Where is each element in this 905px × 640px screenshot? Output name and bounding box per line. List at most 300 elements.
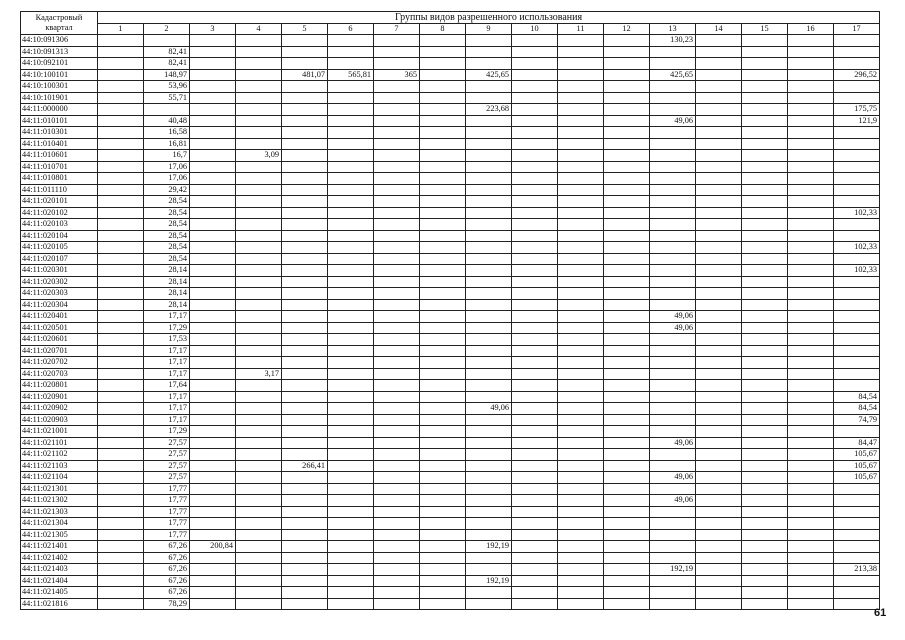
group-12-cell bbox=[604, 541, 650, 553]
group-5-cell bbox=[282, 127, 328, 139]
group-9-cell bbox=[466, 426, 512, 438]
group-14-cell bbox=[696, 196, 742, 208]
table-row bbox=[21, 173, 880, 185]
group-3-cell bbox=[190, 81, 236, 93]
group-2-cell: 17,17 bbox=[144, 414, 190, 426]
column-header-7: 7 bbox=[374, 24, 420, 35]
group-3-cell bbox=[190, 552, 236, 564]
group-5-cell: 266,41 bbox=[282, 460, 328, 472]
group-3-cell bbox=[190, 334, 236, 346]
group-16-cell bbox=[788, 334, 834, 346]
group-11-cell bbox=[558, 322, 604, 334]
table-row bbox=[21, 403, 880, 415]
group-11-cell bbox=[558, 184, 604, 196]
group-4-cell bbox=[236, 219, 282, 231]
group-8-cell bbox=[420, 334, 466, 346]
group-12-cell bbox=[604, 472, 650, 484]
table-row bbox=[21, 276, 880, 288]
group-14-cell bbox=[696, 575, 742, 587]
group-5-cell bbox=[282, 104, 328, 116]
table-row bbox=[21, 92, 880, 104]
group-6-cell bbox=[328, 276, 374, 288]
cadastral-quarter-cell: 44:11:020107 bbox=[21, 253, 98, 265]
column-header-11: 11 bbox=[558, 24, 604, 35]
group-12-cell bbox=[604, 403, 650, 415]
group-4-cell bbox=[236, 506, 282, 518]
group-14-cell bbox=[696, 437, 742, 449]
group-16-cell bbox=[788, 575, 834, 587]
group-16-cell bbox=[788, 58, 834, 70]
cadastral-quarter-cell: 44:11:010601 bbox=[21, 150, 98, 162]
group-10-cell bbox=[512, 92, 558, 104]
group-11-cell bbox=[558, 46, 604, 58]
group-15-cell bbox=[742, 483, 788, 495]
group-14-cell bbox=[696, 58, 742, 70]
group-17-cell: 74,79 bbox=[834, 414, 880, 426]
group-13-cell bbox=[650, 460, 696, 472]
group-5-cell bbox=[282, 598, 328, 610]
group-1-cell bbox=[98, 518, 144, 530]
table-row bbox=[21, 104, 880, 116]
cadastral-quarter-cell: 44:11:020104 bbox=[21, 230, 98, 242]
table-header bbox=[21, 12, 880, 35]
group-11-cell bbox=[558, 414, 604, 426]
group-16-cell bbox=[788, 380, 834, 392]
group-1-cell bbox=[98, 322, 144, 334]
group-5-cell bbox=[282, 150, 328, 162]
group-11-cell bbox=[558, 575, 604, 587]
group-4-cell bbox=[236, 518, 282, 530]
group-10-cell bbox=[512, 127, 558, 139]
group-9-cell bbox=[466, 184, 512, 196]
group-6-cell bbox=[328, 288, 374, 300]
group-17-cell: 105,67 bbox=[834, 449, 880, 461]
table-row bbox=[21, 564, 880, 576]
group-8-cell bbox=[420, 58, 466, 70]
group-10-cell bbox=[512, 552, 558, 564]
group-15-cell bbox=[742, 265, 788, 277]
group-7-cell bbox=[374, 345, 420, 357]
group-14-cell bbox=[696, 69, 742, 81]
group-12-cell bbox=[604, 322, 650, 334]
group-10-cell bbox=[512, 184, 558, 196]
group-17-cell bbox=[834, 127, 880, 139]
group-11-cell bbox=[558, 506, 604, 518]
group-2-cell bbox=[144, 104, 190, 116]
group-3-cell bbox=[190, 127, 236, 139]
group-4-cell bbox=[236, 414, 282, 426]
group-12-cell bbox=[604, 437, 650, 449]
group-16-cell bbox=[788, 184, 834, 196]
group-5-cell bbox=[282, 311, 328, 323]
table-row bbox=[21, 219, 880, 231]
group-14-cell bbox=[696, 242, 742, 254]
group-12-cell bbox=[604, 253, 650, 265]
group-11-cell bbox=[558, 495, 604, 507]
group-8-cell bbox=[420, 472, 466, 484]
group-8-cell bbox=[420, 104, 466, 116]
cadastral-quarter-cell: 44:11:020903 bbox=[21, 414, 98, 426]
column-header-4: 4 bbox=[236, 24, 282, 35]
group-16-cell bbox=[788, 529, 834, 541]
group-7-cell bbox=[374, 46, 420, 58]
group-1-cell bbox=[98, 46, 144, 58]
group-9-cell bbox=[466, 495, 512, 507]
cadastral-quarter-cell: 44:10:091306 bbox=[21, 35, 98, 47]
group-7-cell bbox=[374, 288, 420, 300]
group-4-cell bbox=[236, 184, 282, 196]
cadastral-quarter-cell: 44:11:021304 bbox=[21, 518, 98, 530]
table-row bbox=[21, 357, 880, 369]
table-row bbox=[21, 230, 880, 242]
group-9-cell bbox=[466, 587, 512, 599]
column-header-17: 17 bbox=[834, 24, 880, 35]
group-3-cell bbox=[190, 311, 236, 323]
group-12-cell bbox=[604, 184, 650, 196]
group-4-cell bbox=[236, 598, 282, 610]
group-7-cell bbox=[374, 426, 420, 438]
group-4-cell bbox=[236, 207, 282, 219]
group-13-cell: 49,06 bbox=[650, 322, 696, 334]
group-2-cell: 28,54 bbox=[144, 242, 190, 254]
group-7-cell bbox=[374, 265, 420, 277]
cadastral-quarter-cell: 44:11:020702 bbox=[21, 357, 98, 369]
header-corner-line1: Кадастровый bbox=[35, 13, 83, 22]
group-15-cell bbox=[742, 403, 788, 415]
group-14-cell bbox=[696, 564, 742, 576]
cadastral-quarter-cell: 44:10:100301 bbox=[21, 81, 98, 93]
land-use-table-sheet bbox=[20, 11, 880, 610]
group-11-cell bbox=[558, 196, 604, 208]
group-3-cell bbox=[190, 564, 236, 576]
group-17-cell bbox=[834, 276, 880, 288]
group-3-cell bbox=[190, 115, 236, 127]
group-6-cell bbox=[328, 345, 374, 357]
group-7-cell bbox=[374, 253, 420, 265]
group-17-cell bbox=[834, 150, 880, 162]
group-4-cell bbox=[236, 426, 282, 438]
group-8-cell bbox=[420, 426, 466, 438]
cadastral-quarter-cell: 44:11:021102 bbox=[21, 449, 98, 461]
group-6-cell bbox=[328, 311, 374, 323]
group-16-cell bbox=[788, 115, 834, 127]
group-17-cell: 84,54 bbox=[834, 391, 880, 403]
group-8-cell bbox=[420, 587, 466, 599]
group-14-cell bbox=[696, 138, 742, 150]
cadastral-quarter-cell: 44:11:020801 bbox=[21, 380, 98, 392]
group-2-cell: 67,26 bbox=[144, 541, 190, 553]
table-row bbox=[21, 81, 880, 93]
group-15-cell bbox=[742, 35, 788, 47]
group-7-cell bbox=[374, 219, 420, 231]
group-11-cell bbox=[558, 541, 604, 553]
group-16-cell bbox=[788, 81, 834, 93]
group-1-cell bbox=[98, 104, 144, 116]
group-16-cell bbox=[788, 472, 834, 484]
group-2-cell: 28,54 bbox=[144, 253, 190, 265]
group-10-cell bbox=[512, 575, 558, 587]
column-header-3: 3 bbox=[190, 24, 236, 35]
group-8-cell bbox=[420, 437, 466, 449]
group-10-cell bbox=[512, 598, 558, 610]
group-15-cell bbox=[742, 322, 788, 334]
group-3-cell bbox=[190, 345, 236, 357]
group-7-cell bbox=[374, 506, 420, 518]
group-11-cell bbox=[558, 276, 604, 288]
table-row bbox=[21, 391, 880, 403]
group-5-cell bbox=[282, 426, 328, 438]
group-11-cell bbox=[558, 219, 604, 231]
group-1-cell bbox=[98, 483, 144, 495]
group-15-cell bbox=[742, 115, 788, 127]
group-17-cell bbox=[834, 196, 880, 208]
group-8-cell bbox=[420, 219, 466, 231]
group-5-cell bbox=[282, 81, 328, 93]
group-12-cell bbox=[604, 161, 650, 173]
group-17-cell bbox=[834, 380, 880, 392]
group-5-cell bbox=[282, 173, 328, 185]
group-9-cell bbox=[466, 161, 512, 173]
table-row bbox=[21, 414, 880, 426]
group-1-cell bbox=[98, 529, 144, 541]
group-14-cell bbox=[696, 368, 742, 380]
group-15-cell bbox=[742, 334, 788, 346]
group-4-cell bbox=[236, 173, 282, 185]
group-2-cell: 28,54 bbox=[144, 230, 190, 242]
group-15-cell bbox=[742, 460, 788, 472]
group-9-cell: 192,19 bbox=[466, 541, 512, 553]
group-7-cell bbox=[374, 104, 420, 116]
group-3-cell bbox=[190, 575, 236, 587]
group-6-cell bbox=[328, 242, 374, 254]
group-17-cell bbox=[834, 138, 880, 150]
group-17-cell: 102,33 bbox=[834, 242, 880, 254]
group-13-cell bbox=[650, 276, 696, 288]
group-8-cell bbox=[420, 322, 466, 334]
group-15-cell bbox=[742, 253, 788, 265]
group-1-cell bbox=[98, 207, 144, 219]
group-6-cell bbox=[328, 334, 374, 346]
group-2-cell: 29,42 bbox=[144, 184, 190, 196]
group-8-cell bbox=[420, 598, 466, 610]
column-header-1: 1 bbox=[98, 24, 144, 35]
group-9-cell bbox=[466, 46, 512, 58]
group-11-cell bbox=[558, 253, 604, 265]
group-13-cell bbox=[650, 242, 696, 254]
group-12-cell bbox=[604, 334, 650, 346]
group-14-cell bbox=[696, 92, 742, 104]
cadastral-quarter-cell: 44:11:020102 bbox=[21, 207, 98, 219]
group-13-cell bbox=[650, 334, 696, 346]
group-13-cell: 49,06 bbox=[650, 115, 696, 127]
group-7-cell bbox=[374, 196, 420, 208]
group-5-cell bbox=[282, 184, 328, 196]
group-6-cell bbox=[328, 403, 374, 415]
group-4-cell bbox=[236, 81, 282, 93]
group-3-cell bbox=[190, 426, 236, 438]
group-14-cell bbox=[696, 483, 742, 495]
group-7-cell bbox=[374, 575, 420, 587]
cadastral-quarter-cell: 44:11:020601 bbox=[21, 334, 98, 346]
group-16-cell bbox=[788, 161, 834, 173]
group-17-cell: 102,33 bbox=[834, 207, 880, 219]
group-7-cell bbox=[374, 460, 420, 472]
group-8-cell bbox=[420, 150, 466, 162]
group-4-cell bbox=[236, 322, 282, 334]
cadastral-quarter-cell: 44:11:021305 bbox=[21, 529, 98, 541]
group-12-cell bbox=[604, 150, 650, 162]
group-10-cell bbox=[512, 69, 558, 81]
group-16-cell bbox=[788, 311, 834, 323]
group-11-cell bbox=[558, 449, 604, 461]
group-17-cell bbox=[834, 81, 880, 93]
group-15-cell bbox=[742, 587, 788, 599]
group-8-cell bbox=[420, 391, 466, 403]
group-3-cell bbox=[190, 150, 236, 162]
group-16-cell bbox=[788, 138, 834, 150]
group-5-cell bbox=[282, 506, 328, 518]
group-3-cell bbox=[190, 288, 236, 300]
group-3-cell bbox=[190, 58, 236, 70]
group-5-cell bbox=[282, 288, 328, 300]
group-7-cell bbox=[374, 92, 420, 104]
group-13-cell bbox=[650, 288, 696, 300]
group-1-cell bbox=[98, 564, 144, 576]
group-2-cell: 28,14 bbox=[144, 288, 190, 300]
group-15-cell bbox=[742, 311, 788, 323]
group-11-cell bbox=[558, 357, 604, 369]
group-5-cell bbox=[282, 46, 328, 58]
group-7-cell bbox=[374, 449, 420, 461]
group-5-cell bbox=[282, 529, 328, 541]
table-row bbox=[21, 345, 880, 357]
group-2-cell: 17,17 bbox=[144, 403, 190, 415]
group-2-cell: 67,26 bbox=[144, 587, 190, 599]
group-9-cell bbox=[466, 230, 512, 242]
group-16-cell bbox=[788, 495, 834, 507]
group-15-cell bbox=[742, 598, 788, 610]
group-14-cell bbox=[696, 529, 742, 541]
cadastral-quarter-cell: 44:10:100101 bbox=[21, 69, 98, 81]
group-10-cell bbox=[512, 449, 558, 461]
group-12-cell bbox=[604, 127, 650, 139]
group-17-cell bbox=[834, 161, 880, 173]
group-6-cell bbox=[328, 299, 374, 311]
group-8-cell bbox=[420, 196, 466, 208]
group-13-cell bbox=[650, 104, 696, 116]
group-2-cell: 28,54 bbox=[144, 219, 190, 231]
group-10-cell bbox=[512, 587, 558, 599]
group-17-cell: 84,47 bbox=[834, 437, 880, 449]
group-17-cell bbox=[834, 541, 880, 553]
table-row bbox=[21, 334, 880, 346]
group-11-cell bbox=[558, 207, 604, 219]
cadastral-quarter-cell: 44:11:021101 bbox=[21, 437, 98, 449]
group-6-cell bbox=[328, 161, 374, 173]
group-17-cell bbox=[834, 426, 880, 438]
group-14-cell bbox=[696, 357, 742, 369]
group-4-cell bbox=[236, 138, 282, 150]
group-15-cell bbox=[742, 207, 788, 219]
cadastral-quarter-cell: 44:11:021001 bbox=[21, 426, 98, 438]
group-7-cell bbox=[374, 368, 420, 380]
group-5-cell bbox=[282, 219, 328, 231]
column-header-9: 9 bbox=[466, 24, 512, 35]
group-12-cell bbox=[604, 426, 650, 438]
group-1-cell bbox=[98, 449, 144, 461]
group-4-cell bbox=[236, 242, 282, 254]
group-12-cell bbox=[604, 552, 650, 564]
group-2-cell: 17,17 bbox=[144, 311, 190, 323]
group-11-cell bbox=[558, 242, 604, 254]
group-16-cell bbox=[788, 357, 834, 369]
group-2-cell: 17,29 bbox=[144, 322, 190, 334]
group-16-cell bbox=[788, 345, 834, 357]
group-7-cell bbox=[374, 230, 420, 242]
group-17-cell bbox=[834, 230, 880, 242]
group-10-cell bbox=[512, 230, 558, 242]
group-2-cell: 67,26 bbox=[144, 575, 190, 587]
group-6-cell bbox=[328, 196, 374, 208]
group-5-cell bbox=[282, 437, 328, 449]
group-2-cell: 17,17 bbox=[144, 368, 190, 380]
table-row bbox=[21, 518, 880, 530]
cadastral-quarter-cell: 44:11:021301 bbox=[21, 483, 98, 495]
group-9-cell bbox=[466, 242, 512, 254]
group-3-cell bbox=[190, 357, 236, 369]
group-2-cell: 28,14 bbox=[144, 299, 190, 311]
group-4-cell bbox=[236, 552, 282, 564]
group-16-cell bbox=[788, 288, 834, 300]
group-3-cell bbox=[190, 230, 236, 242]
column-header-10: 10 bbox=[512, 24, 558, 35]
group-8-cell bbox=[420, 311, 466, 323]
group-15-cell bbox=[742, 161, 788, 173]
group-9-cell bbox=[466, 368, 512, 380]
group-1-cell bbox=[98, 184, 144, 196]
group-16-cell bbox=[788, 265, 834, 277]
group-9-cell bbox=[466, 529, 512, 541]
group-4-cell bbox=[236, 529, 282, 541]
group-11-cell bbox=[558, 426, 604, 438]
group-16-cell bbox=[788, 230, 834, 242]
group-5-cell bbox=[282, 414, 328, 426]
group-6-cell bbox=[328, 253, 374, 265]
group-1-cell bbox=[98, 598, 144, 610]
table-row bbox=[21, 253, 880, 265]
group-17-cell bbox=[834, 311, 880, 323]
group-11-cell bbox=[558, 104, 604, 116]
group-6-cell bbox=[328, 426, 374, 438]
group-2-cell: 17,53 bbox=[144, 334, 190, 346]
group-16-cell bbox=[788, 92, 834, 104]
group-13-cell bbox=[650, 196, 696, 208]
group-15-cell bbox=[742, 127, 788, 139]
group-10-cell bbox=[512, 253, 558, 265]
group-7-cell bbox=[374, 552, 420, 564]
group-13-cell: 192,19 bbox=[650, 564, 696, 576]
group-17-cell bbox=[834, 345, 880, 357]
group-15-cell bbox=[742, 449, 788, 461]
group-1-cell bbox=[98, 138, 144, 150]
group-6-cell bbox=[328, 265, 374, 277]
group-3-cell bbox=[190, 403, 236, 415]
group-4-cell bbox=[236, 334, 282, 346]
group-13-cell bbox=[650, 299, 696, 311]
group-14-cell bbox=[696, 81, 742, 93]
group-6-cell bbox=[328, 357, 374, 369]
group-17-cell bbox=[834, 299, 880, 311]
